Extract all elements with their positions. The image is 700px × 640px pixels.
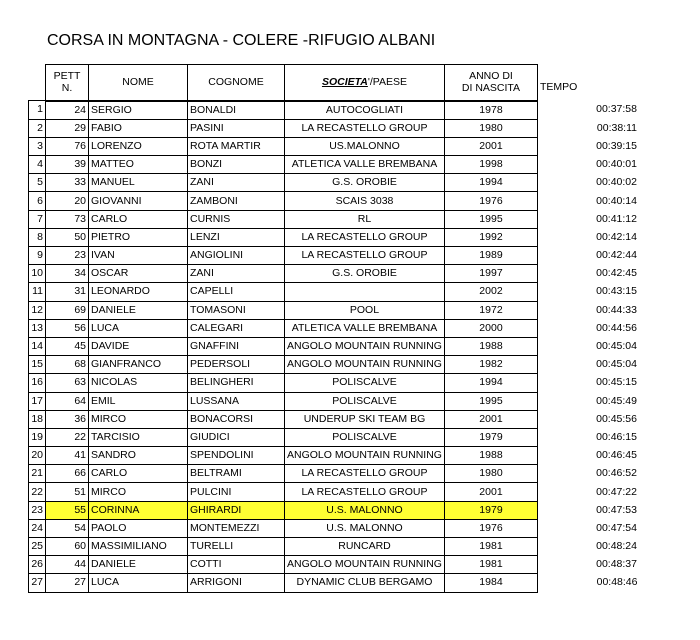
societa-cell: ANGOLO MOUNTAIN RUNNING bbox=[285, 356, 445, 374]
tempo-cell: 00:44:56 bbox=[596, 321, 637, 334]
nome-cell: DANIELE bbox=[89, 556, 188, 574]
nome-cell: CARLO bbox=[89, 210, 188, 228]
pett-cell: 23 bbox=[46, 247, 89, 265]
anno-cell: 1988 bbox=[444, 447, 537, 465]
societa-cell: POLISCALVE bbox=[285, 428, 445, 446]
table-row bbox=[29, 156, 640, 174]
tempo-cell: 00:45:49 bbox=[596, 394, 637, 407]
anno-cell: 1979 bbox=[444, 501, 537, 519]
nome-cell: PIETRO bbox=[89, 228, 188, 246]
nome-cell: FABIO bbox=[89, 119, 188, 137]
table-row bbox=[29, 392, 640, 410]
tempo-cell: 00:46:45 bbox=[596, 449, 637, 462]
pett-cell: 41 bbox=[46, 447, 89, 465]
tempo-cell: 00:41:12 bbox=[596, 212, 637, 225]
nome-cell: DAVIDE bbox=[89, 337, 188, 355]
anno-cell: 1995 bbox=[444, 392, 537, 410]
societa-cell: ATLETICA VALLE BREMBANA bbox=[285, 156, 445, 174]
tempo-cell: 00:44:33 bbox=[596, 303, 637, 316]
anno-cell: 1984 bbox=[444, 574, 537, 592]
row-number: 21 bbox=[29, 465, 46, 483]
table-row bbox=[29, 301, 640, 319]
societa-cell: POOL bbox=[285, 301, 445, 319]
cognome-cell: GIUDICI bbox=[188, 428, 285, 446]
pett-cell: 73 bbox=[46, 210, 89, 228]
row-number: 12 bbox=[29, 301, 46, 319]
societa-cell: LA RECASTELLO GROUP bbox=[285, 228, 445, 246]
societa-cell: LA RECASTELLO GROUP bbox=[285, 483, 445, 501]
row-number: 2 bbox=[29, 119, 46, 137]
row-number: 8 bbox=[29, 228, 46, 246]
pett-cell: 22 bbox=[46, 428, 89, 446]
nome-cell: EMIL bbox=[89, 392, 188, 410]
nome-cell: MASSIMILIANO bbox=[89, 538, 188, 556]
row-number: 22 bbox=[29, 483, 46, 501]
table-row bbox=[29, 501, 640, 519]
table-row bbox=[29, 556, 640, 574]
pett-cell: 60 bbox=[46, 538, 89, 556]
nome-cell: CORINNA bbox=[89, 501, 188, 519]
anno-cell: 1982 bbox=[444, 356, 537, 374]
tempo-cell: 00:48:46 bbox=[596, 576, 638, 589]
tempo-cell: 00:45:56 bbox=[596, 412, 637, 425]
results-table-body bbox=[29, 65, 640, 593]
row-number: 15 bbox=[29, 356, 46, 374]
anno-cell: 1997 bbox=[444, 265, 537, 283]
header-societa-label: SOCIETA bbox=[321, 76, 368, 89]
nome-cell: PAOLO bbox=[89, 519, 188, 537]
cognome-cell: PULCINI bbox=[188, 483, 285, 501]
results-table bbox=[28, 64, 640, 593]
tempo-cell: 00:40:14 bbox=[596, 194, 637, 207]
tempo-cell: 00:42:14 bbox=[596, 230, 637, 243]
societa-cell: RL bbox=[285, 210, 445, 228]
tempo-cell: 00:47:53 bbox=[596, 503, 637, 516]
table-row bbox=[29, 428, 640, 446]
cognome-cell: SPENDOLINI bbox=[188, 447, 285, 465]
header-row bbox=[29, 65, 640, 101]
header-societa bbox=[285, 65, 445, 101]
pett-cell: 31 bbox=[46, 283, 89, 301]
pett-cell: 50 bbox=[46, 228, 89, 246]
anno-cell: 1979 bbox=[444, 428, 537, 446]
societa-cell: ANGOLO MOUNTAIN RUNNING bbox=[285, 447, 445, 465]
header-paese-label: '/PAESE bbox=[367, 76, 408, 89]
cognome-cell: ZANI bbox=[188, 174, 285, 192]
header-pett bbox=[46, 65, 89, 101]
table-row bbox=[29, 174, 640, 192]
tempo-cell: 00:37:58 bbox=[596, 103, 637, 116]
table-row bbox=[29, 265, 640, 283]
pett-cell: 56 bbox=[46, 319, 89, 337]
cognome-cell: ZANI bbox=[188, 265, 285, 283]
row-number: 19 bbox=[29, 428, 46, 446]
header-anno-line2: DI NASCITA bbox=[461, 82, 521, 95]
table-row bbox=[29, 356, 640, 374]
tempo-cell: 00:47:54 bbox=[596, 521, 637, 534]
row-number: 6 bbox=[29, 192, 46, 210]
header-cognome: COGNOME bbox=[188, 65, 285, 101]
nome-cell: SERGIO bbox=[89, 101, 188, 120]
anno-cell: 1994 bbox=[444, 374, 537, 392]
row-number: 25 bbox=[29, 538, 46, 556]
anno-cell: 1989 bbox=[444, 247, 537, 265]
anno-cell: 1976 bbox=[444, 192, 537, 210]
tempo-cell: 00:40:01 bbox=[596, 158, 637, 171]
societa-cell: POLISCALVE bbox=[285, 392, 445, 410]
nome-cell: CARLO bbox=[89, 465, 188, 483]
cognome-cell: CAPELLI bbox=[188, 283, 285, 301]
nome-cell: LUCA bbox=[89, 319, 188, 337]
nome-cell: LUCA bbox=[89, 574, 188, 592]
table-row bbox=[29, 374, 640, 392]
societa-cell bbox=[285, 283, 445, 301]
header-nome: NOME bbox=[89, 65, 188, 101]
header-anno-line1: ANNO DI bbox=[469, 70, 513, 83]
pett-cell: 44 bbox=[46, 556, 89, 574]
table-row bbox=[29, 519, 640, 537]
anno-cell: 1976 bbox=[444, 519, 537, 537]
pett-cell: 24 bbox=[46, 101, 89, 120]
societa-cell: ANGOLO MOUNTAIN RUNNING bbox=[285, 337, 445, 355]
nome-cell: TARCISIO bbox=[89, 428, 188, 446]
anno-cell: 2002 bbox=[444, 283, 537, 301]
nome-cell: MANUEL bbox=[89, 174, 188, 192]
row-number: 7 bbox=[29, 210, 46, 228]
table-row bbox=[29, 337, 640, 355]
tempo-cell: 00:45:15 bbox=[596, 376, 637, 389]
cognome-cell: BELINGHERI bbox=[188, 374, 285, 392]
row-number: 24 bbox=[29, 519, 46, 537]
nome-cell: GIANFRANCO bbox=[89, 356, 188, 374]
cognome-cell: PASINI bbox=[188, 119, 285, 137]
nome-cell: LORENZO bbox=[89, 137, 188, 155]
societa-cell: AUTOCOGLIATI bbox=[285, 101, 445, 120]
pett-cell: 63 bbox=[46, 374, 89, 392]
cognome-cell: PEDERSOLI bbox=[188, 356, 285, 374]
pett-cell: 51 bbox=[46, 483, 89, 501]
societa-cell: US.MALONNO bbox=[285, 137, 445, 155]
cognome-cell: CALEGARI bbox=[188, 319, 285, 337]
cognome-cell: COTTI bbox=[188, 556, 285, 574]
anno-cell: 2001 bbox=[444, 410, 537, 428]
cognome-cell: BELTRAMI bbox=[188, 465, 285, 483]
societa-cell: UNDERUP SKI TEAM BG bbox=[285, 410, 445, 428]
cognome-cell: ZAMBONI bbox=[188, 192, 285, 210]
pett-cell: 69 bbox=[46, 301, 89, 319]
row-number: 4 bbox=[29, 156, 46, 174]
pett-cell: 39 bbox=[46, 156, 89, 174]
row-number: 1 bbox=[29, 101, 46, 120]
societa-cell: G.S. OROBIE bbox=[285, 174, 445, 192]
nome-cell: GIOVANNI bbox=[89, 192, 188, 210]
pett-cell: 20 bbox=[46, 192, 89, 210]
cognome-cell: LUSSANA bbox=[188, 392, 285, 410]
cognome-cell: BONALDI bbox=[188, 101, 285, 120]
pett-cell: 54 bbox=[46, 519, 89, 537]
tempo-cell: 00:45:04 bbox=[596, 358, 637, 371]
table-row bbox=[29, 538, 640, 556]
row-number: 26 bbox=[29, 556, 46, 574]
cognome-cell: GNAFFINI bbox=[188, 337, 285, 355]
anno-cell: 2000 bbox=[444, 319, 537, 337]
row-number: 11 bbox=[29, 283, 46, 301]
anno-cell: 1980 bbox=[444, 465, 537, 483]
header-pett-line1: PETT bbox=[53, 70, 81, 83]
cognome-cell: ARRIGONI bbox=[188, 574, 285, 592]
nome-cell: MIRCO bbox=[89, 410, 188, 428]
pett-cell: 29 bbox=[46, 119, 89, 137]
header-tempo: TEMPO bbox=[539, 80, 578, 93]
societa-cell: POLISCALVE bbox=[285, 374, 445, 392]
tempo-cell: 00:40:02 bbox=[596, 176, 637, 189]
cognome-cell: MONTEMEZZI bbox=[188, 519, 285, 537]
table-row bbox=[29, 447, 640, 465]
anno-cell: 1994 bbox=[444, 174, 537, 192]
anno-cell: 1995 bbox=[444, 210, 537, 228]
cognome-cell: BONZI bbox=[188, 156, 285, 174]
table-row bbox=[29, 192, 640, 210]
societa-cell: DYNAMIC CLUB BERGAMO bbox=[285, 574, 445, 592]
table-row bbox=[29, 319, 640, 337]
pett-cell: 55 bbox=[46, 501, 89, 519]
cognome-cell: TURELLI bbox=[188, 538, 285, 556]
tempo-cell: 00:39:15 bbox=[596, 139, 637, 152]
table-row bbox=[29, 465, 640, 483]
cognome-cell: GHIRARDI bbox=[188, 501, 285, 519]
pett-cell: 66 bbox=[46, 465, 89, 483]
tempo-cell: 00:43:15 bbox=[596, 285, 637, 298]
row-number: 20 bbox=[29, 447, 46, 465]
row-number: 27 bbox=[29, 574, 46, 592]
row-number: 13 bbox=[29, 319, 46, 337]
tempo-cell: 00:48:24 bbox=[596, 540, 637, 553]
header-pett-line2: N. bbox=[61, 82, 73, 95]
row-number: 3 bbox=[29, 137, 46, 155]
anno-cell: 1981 bbox=[444, 556, 537, 574]
table-row bbox=[29, 410, 640, 428]
pett-cell: 68 bbox=[46, 356, 89, 374]
cognome-cell: TOMASONI bbox=[188, 301, 285, 319]
table-row bbox=[29, 137, 640, 155]
anno-cell: 1988 bbox=[444, 337, 537, 355]
nome-cell: MIRCO bbox=[89, 483, 188, 501]
tempo-cell: 00:46:15 bbox=[596, 430, 637, 443]
table-row bbox=[29, 228, 640, 246]
societa-cell: U.S. MALONNO bbox=[285, 501, 445, 519]
pett-cell: 76 bbox=[46, 137, 89, 155]
row-number: 9 bbox=[29, 247, 46, 265]
pett-cell: 27 bbox=[46, 574, 89, 592]
tempo-cell: 00:48:37 bbox=[596, 558, 637, 571]
societa-cell: G.S. OROBIE bbox=[285, 265, 445, 283]
nome-cell: MATTEO bbox=[89, 156, 188, 174]
anno-cell: 1978 bbox=[444, 101, 537, 120]
nome-cell: LEONARDO bbox=[89, 283, 188, 301]
societa-cell: RUNCARD bbox=[285, 538, 445, 556]
pett-cell: 36 bbox=[46, 410, 89, 428]
row-number: 16 bbox=[29, 374, 46, 392]
tempo-cell: 00:47:22 bbox=[596, 485, 637, 498]
pett-cell: 45 bbox=[46, 337, 89, 355]
societa-cell: LA RECASTELLO GROUP bbox=[285, 465, 445, 483]
row-number: 23 bbox=[29, 501, 46, 519]
societa-cell: LA RECASTELLO GROUP bbox=[285, 119, 445, 137]
table-row bbox=[29, 247, 640, 265]
table-row bbox=[29, 210, 640, 228]
nome-cell: SANDRO bbox=[89, 447, 188, 465]
cognome-cell: ROTA MARTIR bbox=[188, 137, 285, 155]
row-number: 18 bbox=[29, 410, 46, 428]
table-row bbox=[29, 283, 640, 301]
tempo-cell: 00:42:44 bbox=[596, 249, 637, 262]
societa-cell: ANGOLO MOUNTAIN RUNNING bbox=[285, 556, 445, 574]
societa-cell: U.S. MALONNO bbox=[285, 519, 445, 537]
anno-cell: 1992 bbox=[444, 228, 537, 246]
societa-cell: ATLETICA VALLE BREMBANA bbox=[285, 319, 445, 337]
page-title: CORSA IN MONTAGNA - COLERE -RIFUGIO ALBANI bbox=[47, 32, 436, 49]
nome-cell: DANIELE bbox=[89, 301, 188, 319]
anno-cell: 1998 bbox=[444, 156, 537, 174]
nome-cell: OSCAR bbox=[89, 265, 188, 283]
anno-cell: 1980 bbox=[444, 119, 537, 137]
anno-cell: 2001 bbox=[444, 483, 537, 501]
nome-cell: NICOLAS bbox=[89, 374, 188, 392]
tempo-cell: 00:45:04 bbox=[596, 340, 637, 353]
cognome-cell: BONACORSI bbox=[188, 410, 285, 428]
tempo-cell: 00:42:45 bbox=[596, 267, 637, 280]
header-anno bbox=[444, 65, 537, 101]
tempo-cell: 00:46:52 bbox=[596, 467, 637, 480]
table-row bbox=[29, 119, 640, 137]
societa-cell: LA RECASTELLO GROUP bbox=[285, 247, 445, 265]
anno-cell: 2001 bbox=[444, 137, 537, 155]
table-row bbox=[29, 574, 640, 592]
societa-cell: SCAIS 3038 bbox=[285, 192, 445, 210]
anno-cell: 1981 bbox=[444, 538, 537, 556]
tempo-cell: 00:38:11 bbox=[596, 121, 637, 134]
row-number: 14 bbox=[29, 337, 46, 355]
header-rownum bbox=[29, 65, 46, 101]
row-number: 10 bbox=[29, 265, 46, 283]
pett-cell: 34 bbox=[46, 265, 89, 283]
cognome-cell: LENZI bbox=[188, 228, 285, 246]
pett-cell: 64 bbox=[46, 392, 89, 410]
pett-cell: 33 bbox=[46, 174, 89, 192]
row-number: 17 bbox=[29, 392, 46, 410]
table-row bbox=[29, 101, 640, 120]
cognome-cell: CURNIS bbox=[188, 210, 285, 228]
cognome-cell: ANGIOLINI bbox=[188, 247, 285, 265]
row-number: 5 bbox=[29, 174, 46, 192]
table-row bbox=[29, 483, 640, 501]
nome-cell: IVAN bbox=[89, 247, 188, 265]
anno-cell: 1972 bbox=[444, 301, 537, 319]
